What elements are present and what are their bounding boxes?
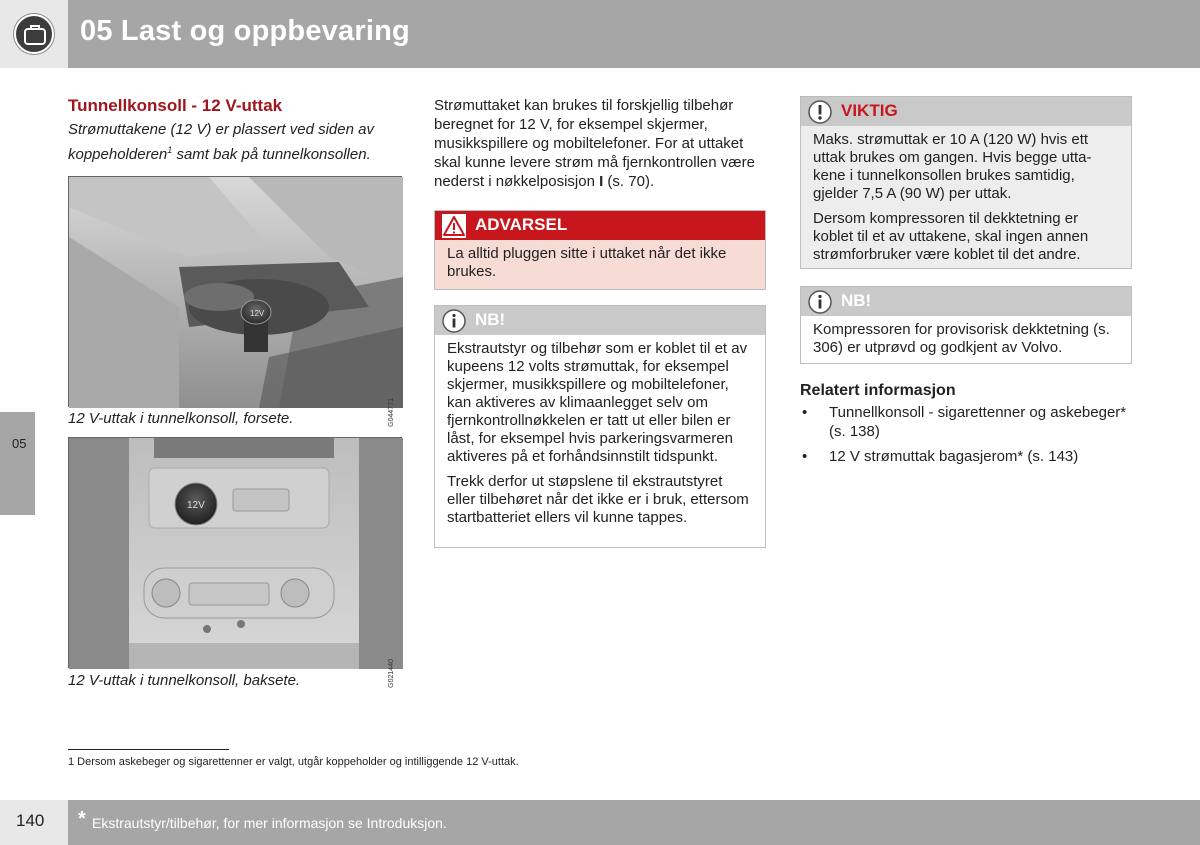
important-body	[801, 126, 1131, 272]
chapter-side-tab[interactable]	[0, 412, 35, 515]
footnote-divider	[68, 749, 229, 750]
chapter-title: 05 Last og oppbevaring	[80, 15, 410, 47]
note-box	[800, 286, 1132, 364]
warning-triangle-icon	[442, 214, 466, 238]
key-position: I	[599, 173, 604, 190]
section-intro	[68, 120, 403, 165]
note-header	[435, 306, 765, 335]
info-icon	[442, 309, 466, 333]
note-body	[435, 335, 765, 535]
related-link[interactable]	[800, 403, 1135, 441]
footer-note: Ekstrautstyr/tilbehør, for mer informasjon se Introduksjon.	[92, 815, 447, 831]
important-header	[801, 97, 1131, 126]
image-code: G021440	[388, 659, 395, 688]
footnote-text: Dersom askebeger og sigarettenner er valgt, utgår koppeholder og intilliggende 12 V-uttak.	[74, 756, 519, 768]
related-link-text: 12 V strømuttak bagasjerom* (s. 143)	[829, 448, 1079, 465]
main-paragraph	[434, 96, 769, 191]
section-title: Tunnellkonsoll - 12 V-uttak	[68, 96, 283, 115]
image-code: G044771	[388, 398, 395, 427]
svg-text:12V: 12V	[187, 500, 205, 511]
main-text-a: Strømuttaket kan brukes til forskjellig tilbehør beregnet for 12 V, for eksempel skjermer, musikkspillere og mobiltelefoner. For at uttaket skal kunne levere strøm må fjernkontrollen være nederst i nøkkelposisjon	[434, 97, 755, 190]
related-link[interactable]	[800, 447, 1135, 466]
warning-header	[435, 211, 765, 240]
important-paragraph: Dersom kompressoren til dekktetning er koblet til et av uttakene, skal ingen annen strømforbruker være koblet til det andre.	[813, 210, 1089, 263]
exclamation-icon	[808, 100, 832, 124]
chapter-side-tab-label: 05	[12, 436, 27, 451]
important-paragraph: Maks. strømuttak er 10 A (120 W) hvis ett uttak brukes om gangen. Hvis begge uttakene i tunnelkonsollen brukes samtidig, gjelder 7,5 A (90 W) per uttak.	[813, 131, 1092, 202]
bullet-icon: •	[802, 404, 808, 421]
footnote-mark: 1	[68, 756, 75, 768]
related-info-list	[800, 403, 1135, 472]
related-link-text: Tunnellkonsoll - sigarettenner og askebeger* (s. 138)	[829, 404, 1127, 440]
note-header	[801, 287, 1131, 316]
photo-caption: 12 V-uttak i tunnelkonsoll, forsete.	[68, 410, 294, 427]
footnote	[68, 756, 519, 768]
note-label: NB!	[475, 310, 506, 329]
intro-text-a: Strømuttakene (12 V) er plassert ved siden av koppeholderen	[68, 121, 374, 163]
luggage-icon	[14, 14, 54, 54]
accessory-star: *	[78, 808, 86, 830]
bullet-icon: •	[802, 448, 808, 465]
note-text: Kompressoren for provisorisk dekktetning (s. 306) er utprøvd og godkjent av Volvo.	[813, 321, 1110, 356]
note-paragraph: Ekstrautstyr og tilbehør som er koblet til et av kupeens 12 volts strømuttak, for eksempel skjermer, musikkspillere og mobiltelefoner, kan aktiveres av klimaanlegget selv om fjernkontrollnøkkelen er tatt ut eller bilen er låst, for eksempel hvis parkeringsvarmeren aktiveres på et forhåndsinnstilt tidspunkt.	[447, 340, 748, 465]
warning-text: La alltid pluggen sitte i uttaket når det ikke brukes.	[435, 240, 765, 289]
info-icon	[808, 290, 832, 314]
warning-label: ADVARSEL	[475, 215, 568, 234]
related-info-title: Relatert informasjon	[800, 382, 956, 399]
warning-box	[434, 210, 766, 290]
important-box	[800, 96, 1132, 269]
important-label: VIKTIG	[841, 101, 898, 120]
page-number: 140	[16, 811, 45, 830]
note-paragraph: Trekk derfor ut støpslene til ekstrautstyret eller tilbehøret når det ikke er i bruk, ettersom startbatteriet ellers vil kunne tappes.	[447, 473, 749, 526]
intro-text-b: samt bak på tunnelkonsollen.	[172, 146, 371, 163]
note-label: NB!	[841, 291, 872, 310]
photo-caption: 12 V-uttak i tunnelkonsoll, baksete.	[68, 672, 301, 689]
footnote-ref: 1	[167, 145, 173, 155]
note-box	[434, 305, 766, 548]
svg-text:12V: 12V	[250, 309, 265, 318]
main-text-b: (s. 70).	[603, 173, 655, 190]
